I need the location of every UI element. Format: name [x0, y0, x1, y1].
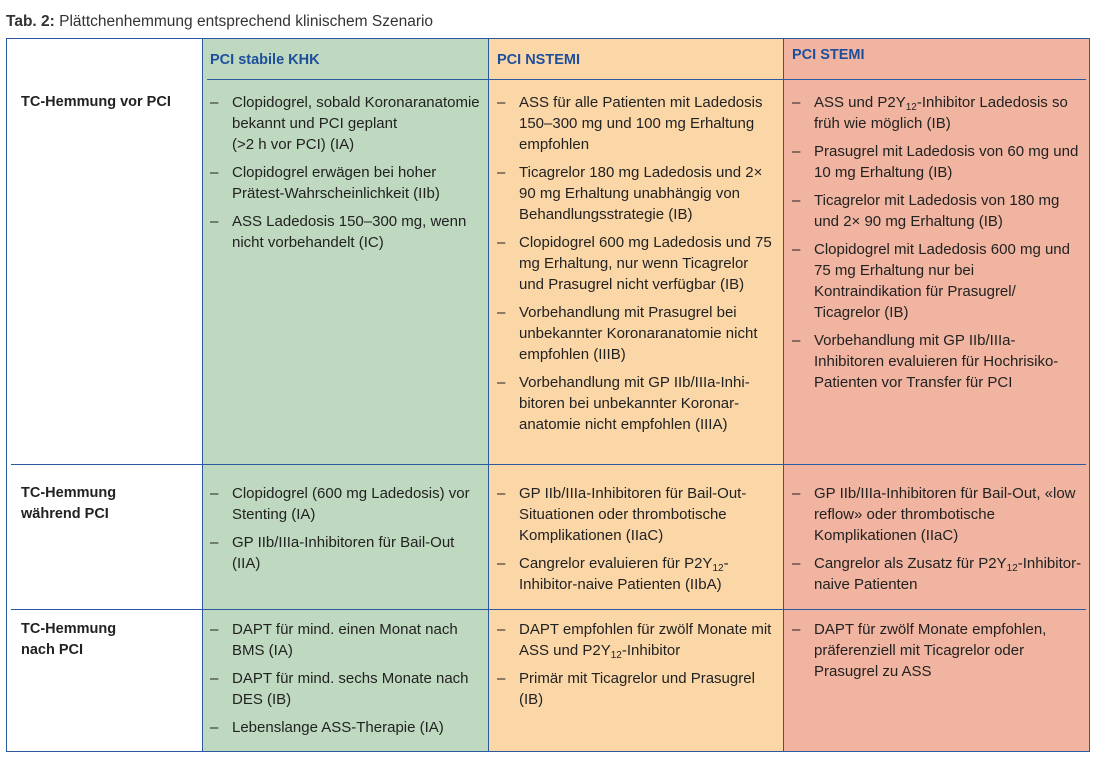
cell-vor-pci-stemi: [792, 92, 1082, 400]
bullet-item: – ASS und $P2Y_{12}$-Inhibitor Ladedosis so früh wie möglich (IB): [792, 92, 1082, 134]
bullet-item: – ASS Ladedosis 150–300 mg, wenn nicht vorbehandelt (IC): [210, 211, 482, 253]
caption-text: Plättchenhemmung entsprechend klinischem Szenario: [54, 13, 434, 30]
row-divider-2: [11, 609, 1086, 610]
bullet-item: – Lebenslange ASS-Therapie (IA): [210, 717, 482, 738]
cell-nach-pci-stemi: [792, 619, 1082, 689]
bullet-item: – Vorbehandlung mit GP IIb/IIIa-Inhibitoren bei unbekannter Koronaranatomie nicht empfohlen (IIIA): [497, 372, 777, 435]
column-header-stemi: PCI STEMI: [792, 47, 865, 63]
bullet-item: – Clopidogrel 600 mg Ladedosis und 75 mg Erhaltung, nur wenn Ticagrelor und Prasugrel nicht verfügbar (IB): [497, 232, 777, 295]
cell-waehrend-pci-nstemi: [497, 483, 777, 602]
scenario-table: [6, 38, 1090, 752]
bullet-list: [792, 619, 1082, 682]
bullet-item: – Cangrelor evaluieren für $P2Y_{12}-Inhibitor$-naive Patienten (IIbA): [497, 553, 777, 595]
bullet-list: [210, 619, 482, 738]
bullet-item: – Primär mit Ticagrelor und Prasugrel (IB): [497, 668, 777, 710]
row-divider-1: [11, 464, 1086, 465]
bullet-list: [792, 92, 1082, 393]
bullet-list: [497, 92, 777, 435]
bullet-item: – Vorbehandlung mit GP IIb/IIIa-Inhibitoren evaluieren für Hochrisiko-Patienten vor Transfer für PCI: [792, 330, 1082, 393]
bullet-item: – Clopidogrel mit Ladedosis 600 mg und 75 mg Erhaltung nur bei Kontraindikation für Prasugrel/ Ticagrelor (IB): [792, 239, 1082, 323]
cell-nach-pci-stabile-khk: [210, 619, 482, 745]
bullet-item: – GP IIb/IIIa-Inhibitoren für Bail-Out, «low reflow» oder thrombotische Komplikationen (IIaC): [792, 483, 1082, 546]
cell-vor-pci-stabile-khk: [210, 92, 482, 260]
bullet-item: – Vorbehandlung mit Prasugrel bei unbekannter Koronaranatomie nicht empfohlen (IIIB): [497, 302, 777, 365]
column-header-nstemi: PCI NSTEMI: [497, 52, 580, 68]
column-header-stabile-khk: PCI stabile KHK: [210, 52, 320, 68]
bullet-item: – Clopidogrel, sobald Koronaranatomie bekannt und PCI geplant (>2 h vor PCI) (IA): [210, 92, 482, 155]
bullet-list: [210, 92, 482, 253]
header-divider: [207, 79, 1086, 80]
bullet-item: – DAPT empfohlen für zwölf Monate mit ASS und $P2Y_{12}$-Inhibitor: [497, 619, 777, 661]
cell-nach-pci-nstemi: [497, 619, 777, 717]
bullet-item: – Ticagrelor 180 mg Ladedosis und 2× 90 mg Erhaltung unabhängig von Behandlungsstrategie (IB): [497, 162, 777, 225]
cell-waehrend-pci-stabile-khk: [210, 483, 482, 581]
bullet-item: – Clopidogrel (600 mg Ladedosis) vor Stenting (IA): [210, 483, 482, 525]
bullet-list: [497, 483, 777, 595]
bullet-item: – Prasugrel mit Ladedosis von 60 mg und 10 mg Erhaltung (IB): [792, 141, 1082, 183]
cell-waehrend-pci-stemi: [792, 483, 1082, 602]
bullet-item: – DAPT für zwölf Monate empfohlen, präferenziell mit Ticagrelor oder Prasugrel zu ASS: [792, 619, 1082, 682]
bullet-list: [497, 619, 777, 710]
cell-vor-pci-nstemi: [497, 92, 777, 442]
bullet-item: – Ticagrelor mit Ladedosis von 180 mg und 2× 90 mg Erhaltung (IB): [792, 190, 1082, 232]
bullet-item: – GP IIb/IIIa-Inhibitoren für Bail-Out-Situationen oder thrombotische Komplikationen (IIaC): [497, 483, 777, 546]
bullet-list: [210, 483, 482, 574]
bullet-item: – GP IIb/IIIa-Inhibitoren für Bail-Out (IIA): [210, 532, 482, 574]
row-header-nach-pci: TC-Hemmung nach PCI: [21, 621, 117, 658]
caption-label: Tab. 2:: [6, 13, 55, 30]
row-header-waehrend-pci: TC-Hemmung während PCI: [21, 485, 117, 522]
bullet-item: – Cangrelor als Zusatz für $P2Y_{12}-Inhibitor$-naive Patienten: [792, 553, 1082, 595]
bullet-item: – DAPT für mind. sechs Monate nach DES (IB): [210, 668, 482, 710]
bullet-list: [792, 483, 1082, 595]
bullet-item: – ASS für alle Patienten mit Ladedosis 150–300 mg und 100 mg Erhaltung empfohlen: [497, 92, 777, 155]
bullet-item: – Clopidogrel erwägen bei hoher Prätest-Wahrscheinlichkeit (IIb): [210, 162, 482, 204]
table-caption: [6, 13, 433, 31]
row-header-vor-pci: TC-Hemmung vor PCI: [21, 94, 171, 110]
bullet-item: – DAPT für mind. einen Monat nach BMS (IA): [210, 619, 482, 661]
